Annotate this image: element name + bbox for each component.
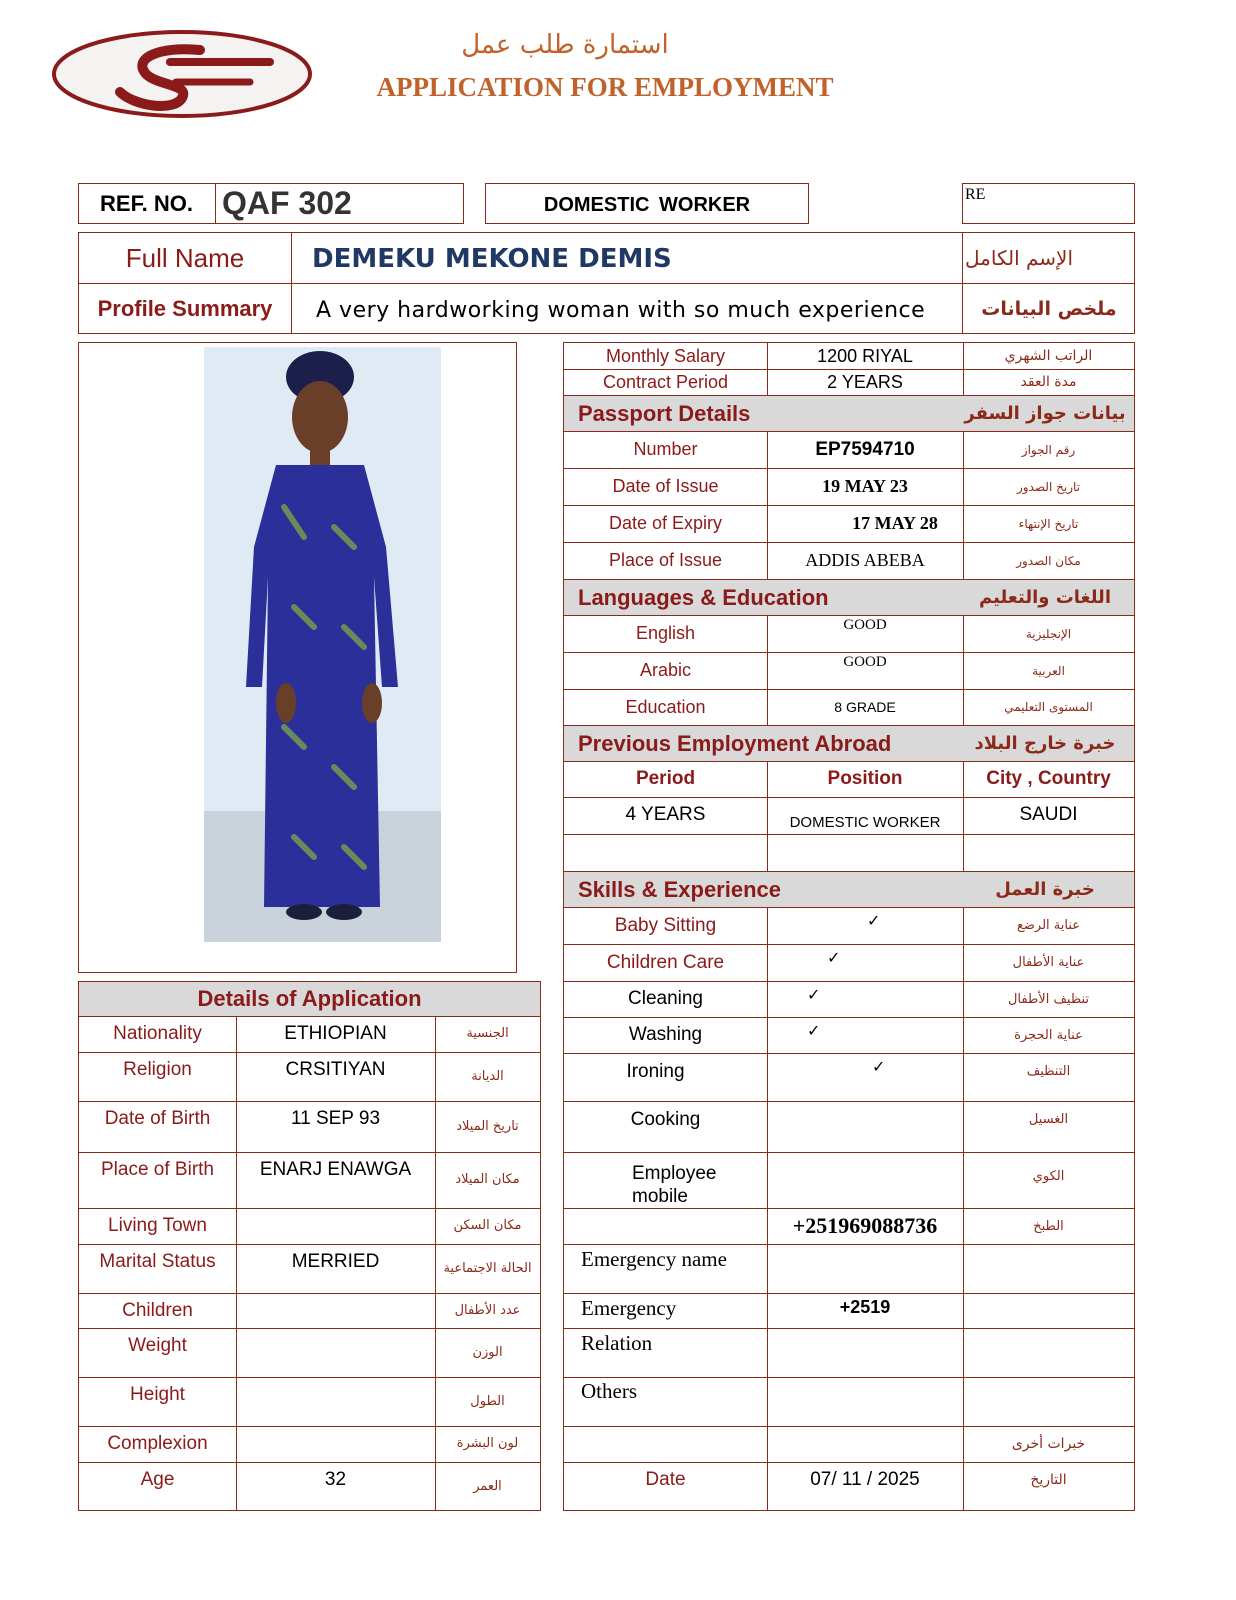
language-value: GOOD: [843, 617, 887, 633]
emergency-name-label: Emergency name: [581, 1247, 727, 1271]
details-label: Weight: [128, 1335, 187, 1356]
date-label: Date: [645, 1469, 686, 1490]
language-label: Arabic: [639, 660, 692, 680]
passport-value: ADDIS ABEBA: [805, 550, 925, 570]
skill-label-ar: عناية الأطفال: [1012, 955, 1085, 970]
passport-title: Passport Details: [578, 400, 751, 426]
profile-summary-value: A very hardworking woman with so much experience: [316, 297, 926, 323]
emergency-value: +2519: [839, 1296, 891, 1317]
profile-summary-label-ar: ملخص البيانات: [981, 297, 1117, 320]
passport-label: Place of Issue: [608, 550, 723, 570]
skill-label: Baby Sitting: [614, 914, 717, 936]
employee-mobile-label-ar: الكوي: [1032, 1168, 1065, 1184]
previous-value: SAUDI: [1019, 804, 1078, 825]
language-label: English: [635, 623, 696, 643]
profile-summary-label: Profile Summary: [97, 295, 273, 321]
company-logo-icon: [50, 28, 314, 120]
skill-label-ar: التنظيف: [1026, 1064, 1071, 1079]
passport-label: Number: [633, 439, 698, 459]
previous-value: 4 YEARS: [625, 804, 706, 825]
monthly-salary-label: Monthly Salary: [605, 345, 726, 366]
applicant-photo: [204, 347, 441, 942]
skill-label: Ironing: [626, 1060, 685, 1082]
skill-label: Cleaning: [628, 988, 703, 1009]
details-label: Living Town: [108, 1215, 207, 1236]
page-title: APPLICATION FOR EMPLOYMENT: [376, 72, 834, 102]
details-label: Complexion: [107, 1433, 208, 1454]
skill-label: Washing: [628, 1024, 703, 1045]
previous-employment-title: Previous Employment Abroad: [578, 730, 892, 756]
details-value: CRSITIYAN: [285, 1059, 386, 1080]
monthly-salary-value: 1200 RIYAL: [817, 345, 913, 366]
details-label-ar: تاريخ الميلاد: [456, 1118, 519, 1134]
details-label: Place of Birth: [101, 1159, 214, 1180]
skill-check-icon: ✓: [807, 1021, 821, 1040]
previous-header: Position: [827, 768, 903, 789]
date-label-ar: التاريخ: [1030, 1472, 1067, 1488]
details-label-ar: الجنسية: [466, 1026, 509, 1041]
details-label-ar: مكان السكن: [453, 1218, 522, 1233]
previous-header: Period: [635, 768, 696, 789]
contract-period-label: Contract Period: [602, 371, 729, 392]
skill-label-ar: الغسيل: [1028, 1112, 1069, 1127]
details-label: Marital Status: [99, 1251, 216, 1272]
details-value: [236, 1293, 435, 1328]
skill-label: Cooking: [630, 1108, 701, 1130]
contract-period-value: 2 YEARS: [827, 371, 903, 392]
previous-header: City , Country: [986, 768, 1111, 789]
skill-label-ar: تنظيف الأطفال: [1007, 991, 1090, 1007]
details-value: ETHIOPIAN: [284, 1023, 387, 1044]
corner-box: [962, 183, 1135, 224]
languages-title-ar: اللغات والتعليم: [979, 587, 1111, 608]
passport-label: Date of Expiry: [608, 513, 723, 533]
employee-mobile-value: +251969088736: [792, 1213, 938, 1238]
details-label-ar: عدد الأطفال: [454, 1302, 521, 1318]
details-label-ar: الوزن: [472, 1344, 503, 1360]
details-value: [236, 1328, 435, 1364]
passport-label-ar: مكان الصدور: [1016, 553, 1081, 568]
others-label: Others: [581, 1379, 637, 1403]
skill-check-icon: ✓: [807, 985, 821, 1004]
others-label-ar: خبرات أخرى: [1011, 1436, 1086, 1452]
relation-label: Relation: [581, 1331, 653, 1355]
details-label-ar: الطول: [470, 1393, 505, 1409]
language-value: GOOD: [843, 654, 887, 670]
passport-value: 19 MAY 23: [822, 476, 908, 496]
language-label-ar: الإنجليزية: [1025, 626, 1072, 641]
skills-title: Skills & Experience: [578, 876, 781, 902]
contract-period-label-ar: مدة العقد: [1020, 374, 1077, 390]
passport-title-ar: بيانات جواز السفر: [964, 403, 1126, 424]
passport-value: EP7594710: [815, 438, 915, 460]
language-value: 8 GRADE: [834, 699, 896, 715]
skill-label-ar: عناية الرضع: [1016, 918, 1081, 933]
language-label-ar: العربية: [1032, 663, 1065, 678]
passport-label-ar: تاريخ الصدور: [1017, 479, 1080, 494]
details-label: Date of Birth: [104, 1108, 211, 1129]
details-value: 11 SEP 93: [290, 1108, 381, 1129]
details-label: Age: [140, 1469, 175, 1490]
previous-employment-title-ar: خبرة خارج البلاد: [974, 733, 1116, 754]
details-label-ar: الديانة: [471, 1068, 504, 1084]
full-name-label-ar: الإسم الكامل: [964, 246, 1074, 270]
languages-title: Languages & Education: [578, 584, 829, 610]
details-value: MERRIED: [291, 1251, 380, 1272]
details-value: [236, 1208, 435, 1244]
full-name-value: DEMEKU MEKONE DEMIS: [312, 244, 672, 274]
details-label: Children: [122, 1299, 193, 1321]
skill-label-ar: عناية الحجرة: [1014, 1027, 1083, 1043]
corner-text: RE: [965, 186, 986, 203]
previous-value: DOMESTIC WORKER: [789, 814, 941, 831]
skills-title-ar: خبرة العمل: [995, 879, 1095, 900]
details-value: ENARJ ENAWGA: [259, 1159, 412, 1180]
details-value: 32: [324, 1469, 347, 1490]
passport-value: 17 MAY 28: [852, 513, 938, 533]
details-title: Details of Application: [197, 986, 422, 1011]
skill-label: Children Care: [606, 951, 725, 973]
language-label-ar: المستوى التعليمي: [1004, 700, 1093, 714]
skill-check-icon: ✓: [827, 948, 841, 967]
employee-mobile-label: Employee mobile: [632, 1163, 717, 1207]
passport-label-ar: تاريخ الإنتهاء: [1018, 516, 1079, 531]
monthly-salary-label-ar: الراتب الشهري: [1004, 348, 1093, 364]
date-value: 07/ 11 / 2025: [810, 1469, 920, 1490]
emergency-label: Emergency: [581, 1296, 677, 1320]
details-label-ar: الحالة الاجتماعية: [443, 1260, 532, 1276]
ref-label: REF. NO.: [100, 190, 193, 216]
details-label: Height: [130, 1384, 185, 1405]
skill-check-icon: ✓: [872, 1057, 886, 1076]
employee-mobile-value-ar: الطبخ: [1033, 1218, 1064, 1234]
details-label: Religion: [123, 1059, 192, 1080]
details-label-ar: مكان الميلاد: [455, 1172, 520, 1187]
details-label-ar: لون البشرة: [456, 1436, 519, 1451]
job-title: DOMESTIC WORKER: [543, 194, 751, 216]
ref-value: QAF 302: [222, 184, 352, 221]
full-name-label: Full Name: [125, 242, 245, 273]
passport-label: Date of Issue: [612, 476, 719, 496]
details-value: [236, 1426, 435, 1462]
passport-label-ar: رقم الجواز: [1021, 442, 1076, 457]
details-value: [236, 1377, 435, 1413]
language-label: Education: [625, 696, 706, 717]
skill-check-icon: ✓: [867, 911, 881, 930]
details-label: Nationality: [113, 1023, 202, 1044]
details-label-ar: العمر: [473, 1478, 502, 1494]
title-arabic: استمارة طلب عمل: [461, 30, 669, 60]
